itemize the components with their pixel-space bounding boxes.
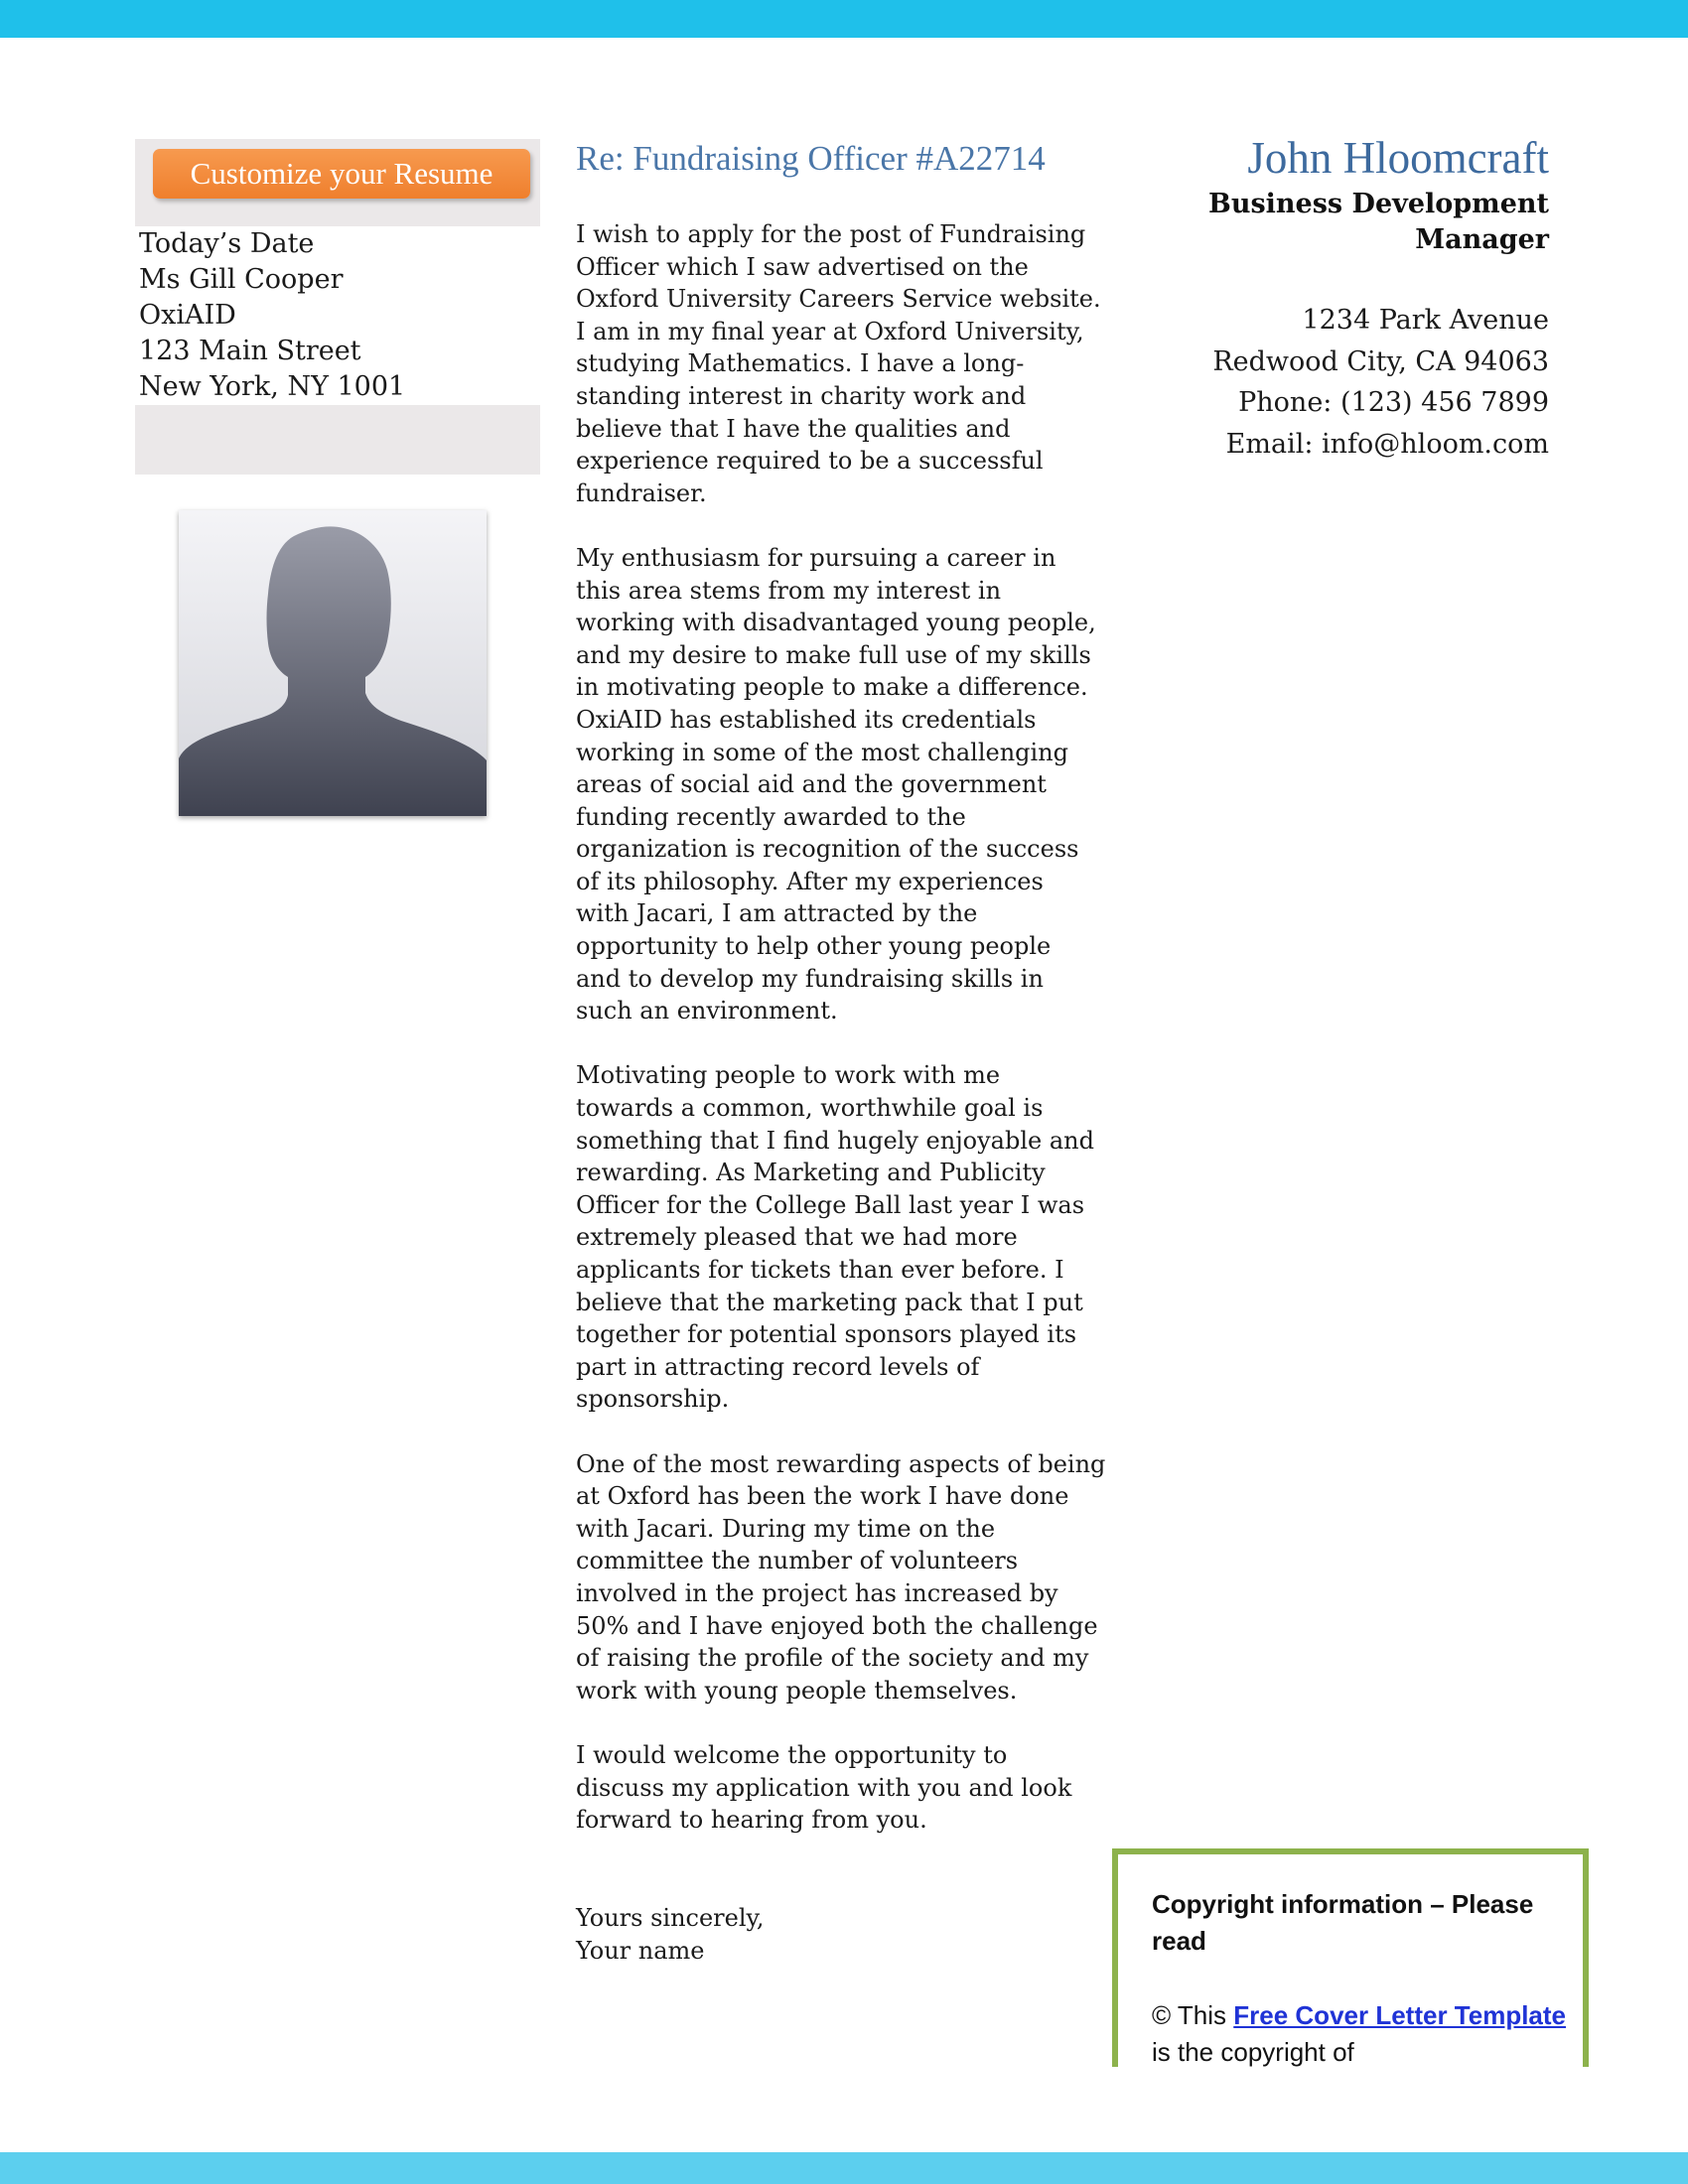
bottom-accent-bar <box>0 2152 1688 2184</box>
copyright-suffix: is the copyright of <box>1152 2037 1354 2067</box>
recipient-company: OxiAID <box>139 300 236 331</box>
free-cover-letter-template-link[interactable]: Free Cover Letter Template <box>1233 2000 1567 2030</box>
closing-line: Yours sincerely, <box>576 1904 765 1932</box>
recipient-address-block <box>135 226 540 405</box>
body-paragraph: My enthusiasm for pursuing a career in this area stems from my interest in working with disadvantaged young people, and my desire to make full use of my skills in motivating people to make a difference. OxiAID has established its credentials working in some of the most challenging areas of social aid and the government funding recently awarded to the organization is recognition of the success of its philosophy. After my experiences with Jacari, I am attracted by the opportunity to help other young people and to develop my fundraising skills in such an environment. <box>576 543 1096 1025</box>
letter-subject: Re: Fundraising Officer #A22714 <box>576 139 1046 178</box>
profile-photo[interactable] <box>179 510 487 816</box>
signature-name: Your name <box>576 1936 705 1965</box>
person-silhouette-icon <box>179 510 487 816</box>
recipient-city: New York, NY 1001 <box>139 371 406 402</box>
sender-block <box>1132 131 1549 465</box>
sender-name: John Hloomcraft <box>1247 133 1549 183</box>
sender-street: 1234 Park Avenue <box>1302 305 1549 336</box>
sender-city: Redwood City, CA 94063 <box>1212 345 1549 377</box>
sender-contact <box>1132 300 1549 465</box>
customize-resume-button[interactable]: Customize your Resume <box>153 149 530 199</box>
letter-body <box>576 218 1112 1868</box>
body-paragraph: Motivating people to work with me towards a common, worthwhile goal is something that I find hugely enjoyable and rewarding. As Marketing and Publicity Officer for the College Ball last year I was extremely pleased that we had more applicants for tickets than ever before. I believe that the marketing pack that I put together for potential sponsors played its part in attracting record levels of sponsorship. <box>576 1061 1094 1414</box>
top-accent-bar <box>0 0 1688 38</box>
sender-title-line: Business Development <box>1208 189 1549 219</box>
copyright-info-box <box>1112 1848 1589 2067</box>
sender-email[interactable]: Email: info@hloom.com <box>1225 428 1549 460</box>
body-paragraph: I would welcome the opportunity to discuss my application with you and look forward to hearing from you. <box>576 1740 1072 1835</box>
recipient-name: Ms Gill Cooper <box>139 264 344 295</box>
copyright-text <box>1152 1997 1569 2067</box>
sender-title-line: Manager <box>1415 224 1549 255</box>
sender-title <box>1132 187 1549 258</box>
letter-date: Today’s Date <box>139 228 315 259</box>
body-paragraph: One of the most rewarding aspects of being at Oxford has been the work I have done with Jacari. During my time on the committee the number of volunteers involved in the project has increased by 50% and I have enjoyed both the challenge of raising the profile of the society and my work with young people themselves. <box>576 1449 1106 1705</box>
copyright-title: Copyright information – Please read <box>1152 1889 1534 1956</box>
recipient-street: 123 Main Street <box>139 336 361 366</box>
letter-signoff <box>576 1902 1072 1967</box>
copyright-prefix: © This <box>1152 2000 1234 2030</box>
sender-phone: Phone: (123) 456 7899 <box>1238 387 1549 418</box>
body-paragraph: I wish to apply for the post of Fundraising Officer which I saw advertised on the Oxford University Careers Service website. I am in my final year at Oxford University, studying Mathematics. I have a long- standing interest in charity work and believe that I have the qualities and experience required to be a successful fundraiser. <box>576 220 1101 507</box>
